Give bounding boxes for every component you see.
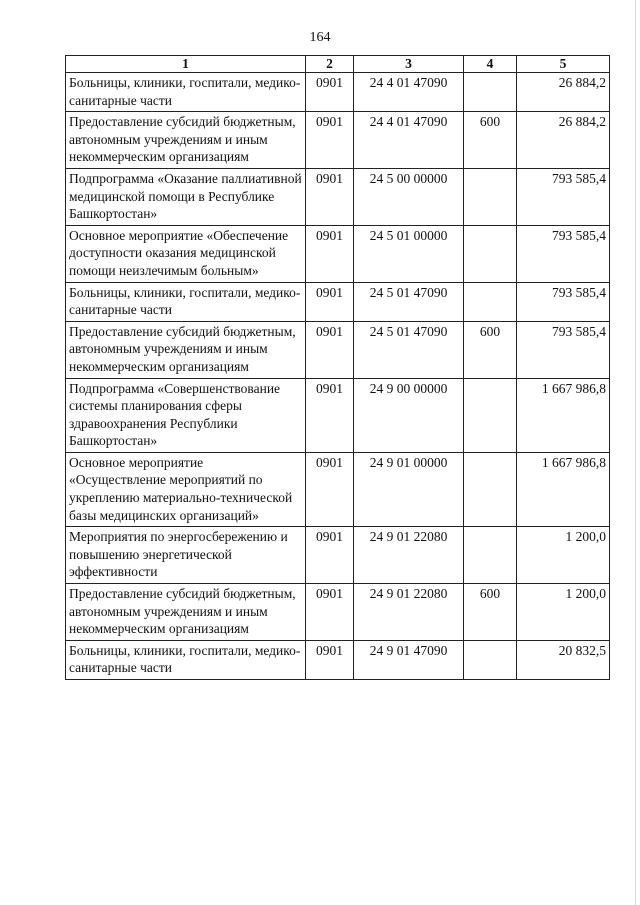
row-section: 0901 [306,112,354,169]
row-name: Предоставление субсидий бюджетным, автономным учреждениям и иным некоммерческим организациям [66,112,306,169]
table-row [66,112,610,169]
header-col-4: 4 [464,56,517,73]
row-section: 0901 [306,378,354,452]
row-code: 24 5 01 47090 [354,282,464,321]
budget-table [65,55,610,680]
row-name: Основное мероприятие «Осуществление мероприятий по укреплению материально-технической базы медицинских организаций» [66,452,306,526]
row-type [464,527,517,584]
row-amount: 1 667 986,8 [517,378,610,452]
row-amount: 793 585,4 [517,321,610,378]
row-code: 24 4 01 47090 [354,112,464,169]
row-type: 600 [464,112,517,169]
page-number: 164 [309,30,331,45]
row-section: 0901 [306,225,354,282]
table-row [66,378,610,452]
row-code: 24 9 01 00000 [354,452,464,526]
row-type: 600 [464,321,517,378]
row-code: 24 9 01 22080 [354,584,464,641]
row-name: Предоставление субсидий бюджетным, автономным учреждениям и иным некоммерческим организациям [66,321,306,378]
row-code: 24 4 01 47090 [354,73,464,112]
row-code: 24 9 01 22080 [354,527,464,584]
row-section: 0901 [306,73,354,112]
row-amount: 26 884,2 [517,73,610,112]
row-amount: 793 585,4 [517,168,610,225]
row-code: 24 5 00 00000 [354,168,464,225]
header-col-2: 2 [306,56,354,73]
row-name: Мероприятия по энергосбережению и повышению энергетической эффективности [66,527,306,584]
row-type [464,225,517,282]
row-type [464,168,517,225]
table-row [66,452,610,526]
row-section: 0901 [306,584,354,641]
row-section: 0901 [306,282,354,321]
row-name: Подпрограмма «Оказание паллиативной медицинской помощи в Республике Башкортостан» [66,168,306,225]
table-row [66,321,610,378]
row-amount: 793 585,4 [517,225,610,282]
page-edge-line [635,0,636,905]
row-type [464,378,517,452]
row-code: 24 5 01 00000 [354,225,464,282]
table-header-row [66,56,610,73]
row-name: Предоставление субсидий бюджетным, автономным учреждениям и иным некоммерческим организациям [66,584,306,641]
table-row [66,225,610,282]
row-section: 0901 [306,527,354,584]
row-section: 0901 [306,321,354,378]
row-amount: 1 200,0 [517,584,610,641]
table-row [66,282,610,321]
row-amount: 1 667 986,8 [517,452,610,526]
row-name: Больницы, клиники, госпитали, медико-санитарные части [66,282,306,321]
row-section: 0901 [306,640,354,679]
row-type [464,282,517,321]
table-row [66,527,610,584]
row-code: 24 5 01 47090 [354,321,464,378]
row-type [464,73,517,112]
row-section: 0901 [306,168,354,225]
row-code: 24 9 01 47090 [354,640,464,679]
row-amount: 26 884,2 [517,112,610,169]
row-name: Больницы, клиники, госпитали, медико-санитарные части [66,640,306,679]
row-type [464,452,517,526]
header-col-5: 5 [517,56,610,73]
row-name: Подпрограмма «Совершенствование системы планирования сферы здравоохранения Республики Башкортостан» [66,378,306,452]
row-type: 600 [464,584,517,641]
table-row [66,73,610,112]
row-code: 24 9 00 00000 [354,378,464,452]
row-amount: 793 585,4 [517,282,610,321]
row-section: 0901 [306,452,354,526]
header-col-1: 1 [66,56,306,73]
row-name: Основное мероприятие «Обеспечение доступности оказания медицинской помощи неизлечимым больным» [66,225,306,282]
row-type [464,640,517,679]
row-amount: 1 200,0 [517,527,610,584]
table-row [66,640,610,679]
table-row [66,168,610,225]
table-row [66,584,610,641]
row-name: Больницы, клиники, госпитали, медико-санитарные части [66,73,306,112]
row-amount: 20 832,5 [517,640,610,679]
header-col-3: 3 [354,56,464,73]
